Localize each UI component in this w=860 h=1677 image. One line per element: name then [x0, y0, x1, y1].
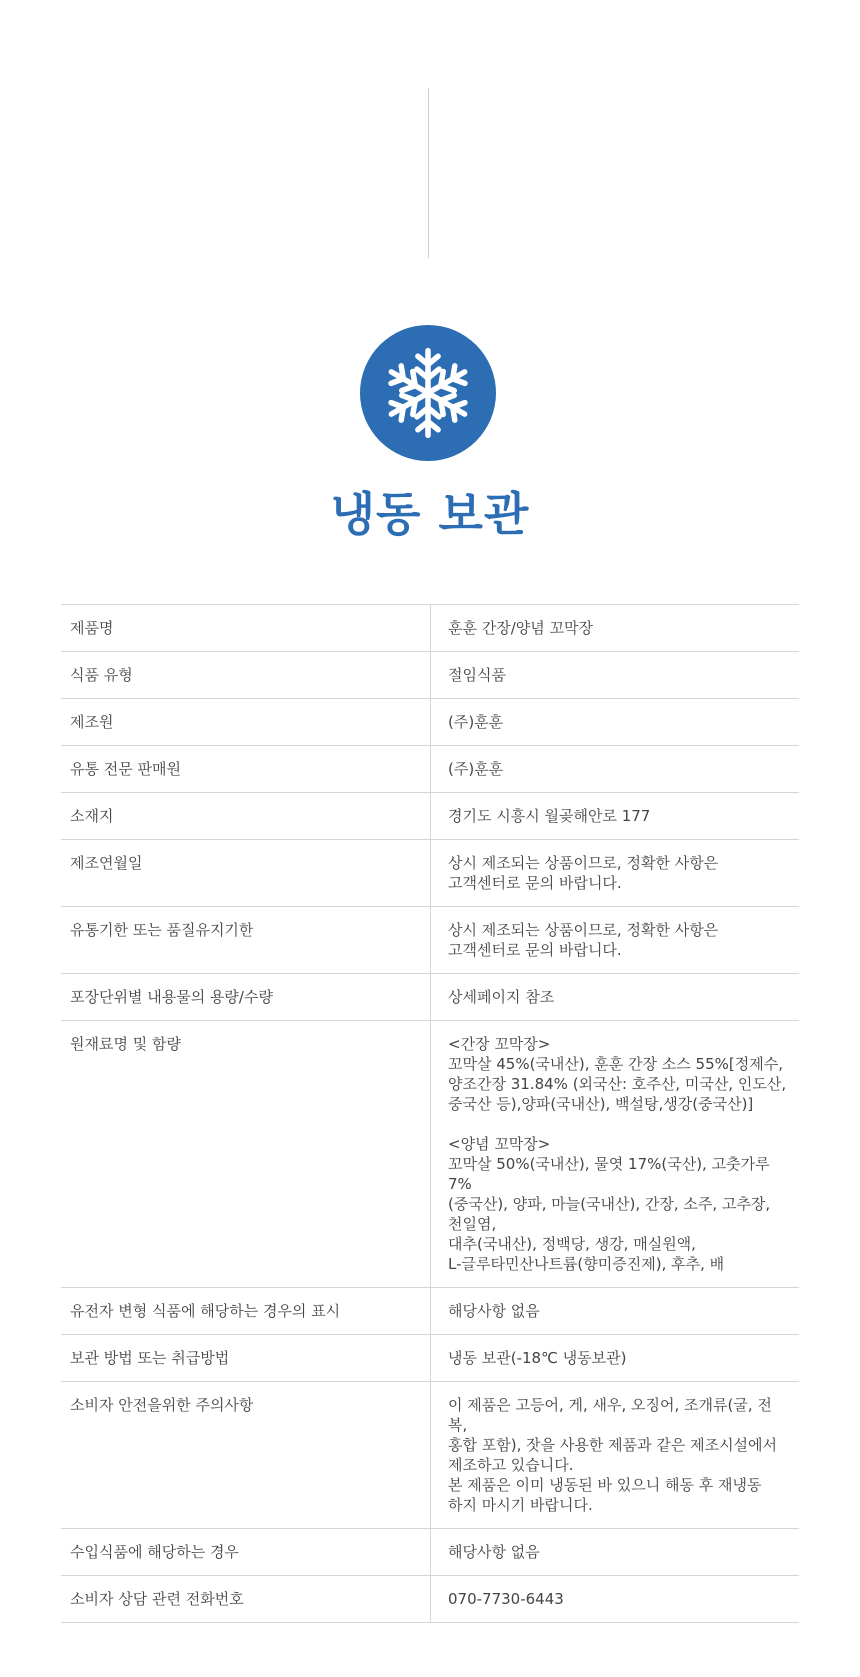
product-info-table — [61, 604, 799, 1623]
row-label: 원재료명 및 함량 — [61, 1021, 431, 1288]
frozen-badge — [360, 325, 496, 461]
row-label: 유통 전문 판매원 — [61, 746, 431, 793]
table-row — [61, 1335, 799, 1382]
row-label: 포장단위별 내용물의 용량/수량 — [61, 974, 431, 1021]
row-value: 훈훈 간장/양념 꼬막장 — [431, 605, 800, 652]
row-label: 식품 유형 — [61, 652, 431, 699]
row-label: 제조원 — [61, 699, 431, 746]
table-row — [61, 1288, 799, 1335]
row-label: 소비자 상담 관련 전화번호 — [61, 1576, 431, 1623]
table-row — [61, 840, 799, 907]
row-value: <간장 꼬막장> 꼬막살 45%(국내산), 훈훈 간장 소스 55%[정제수, 양조간장 31.84% (외국산: 호주산, 미국산, 인도산, 중국산 등),양파(국내산), 백설탕,생강(중국산)] <양념 꼬막장> 꼬막살 50%(국내산), 물엿 17%(국산), 고춧가루 7% (중국산), 양파, 마늘(국내산), 간장, 소주, 고추장, 천일염, 대추(국내산), 정백당, 생강, 매실원액, L-글루타민산나트륨(향미증진제), 후추, 배 — [431, 1021, 800, 1288]
row-label: 소비자 안전을위한 주의사항 — [61, 1382, 431, 1529]
table-row — [61, 1021, 799, 1288]
row-label: 유전자 변형 식품에 해당하는 경우의 표시 — [61, 1288, 431, 1335]
table-row — [61, 793, 799, 840]
row-label: 유통기한 또는 품질유지기한 — [61, 907, 431, 974]
snowflake-icon — [382, 343, 474, 443]
row-value: 해당사항 없음 — [431, 1288, 800, 1335]
row-label: 수입식품에 해당하는 경우 — [61, 1529, 431, 1576]
row-label: 제조연월일 — [61, 840, 431, 907]
table-row — [61, 1576, 799, 1623]
table-row — [61, 907, 799, 974]
row-value: 경기도 시흥시 월곶해안로 177 — [431, 793, 800, 840]
table-row — [61, 1382, 799, 1529]
row-value: 냉동 보관(-18℃ 냉동보관) — [431, 1335, 800, 1382]
storage-title: 냉동 보관 — [330, 487, 530, 541]
row-value: 상세페이지 참조 — [431, 974, 800, 1021]
row-label: 보관 방법 또는 취급방법 — [61, 1335, 431, 1382]
vertical-divider — [428, 88, 429, 258]
row-value: 이 제품은 고등어, 게, 새우, 오징어, 조개류(굴, 전복, 홍합 포함), 잣을 사용한 제품과 같은 제조시설에서 제조하고 있습니다. 본 제품은 이미 냉동된 바 있으니 해동 후 재냉동 하지 마시기 바랍니다. — [431, 1382, 800, 1529]
table-row — [61, 746, 799, 793]
row-value: (주)훈훈 — [431, 699, 800, 746]
table-row — [61, 652, 799, 699]
row-value: 상시 제조되는 상품이므로, 정확한 사항은 고객센터로 문의 바랍니다. — [431, 907, 800, 974]
row-label: 제품명 — [61, 605, 431, 652]
table-row — [61, 699, 799, 746]
table-row — [61, 974, 799, 1021]
row-value: 절임식품 — [431, 652, 800, 699]
row-value: 070-7730-6443 — [431, 1576, 800, 1623]
row-value: (주)훈훈 — [431, 746, 800, 793]
row-label: 소재지 — [61, 793, 431, 840]
table-row — [61, 1529, 799, 1576]
row-value: 해당사항 없음 — [431, 1529, 800, 1576]
row-value: 상시 제조되는 상품이므로, 정확한 사항은 고객센터로 문의 바랍니다. — [431, 840, 800, 907]
table-row — [61, 605, 799, 652]
